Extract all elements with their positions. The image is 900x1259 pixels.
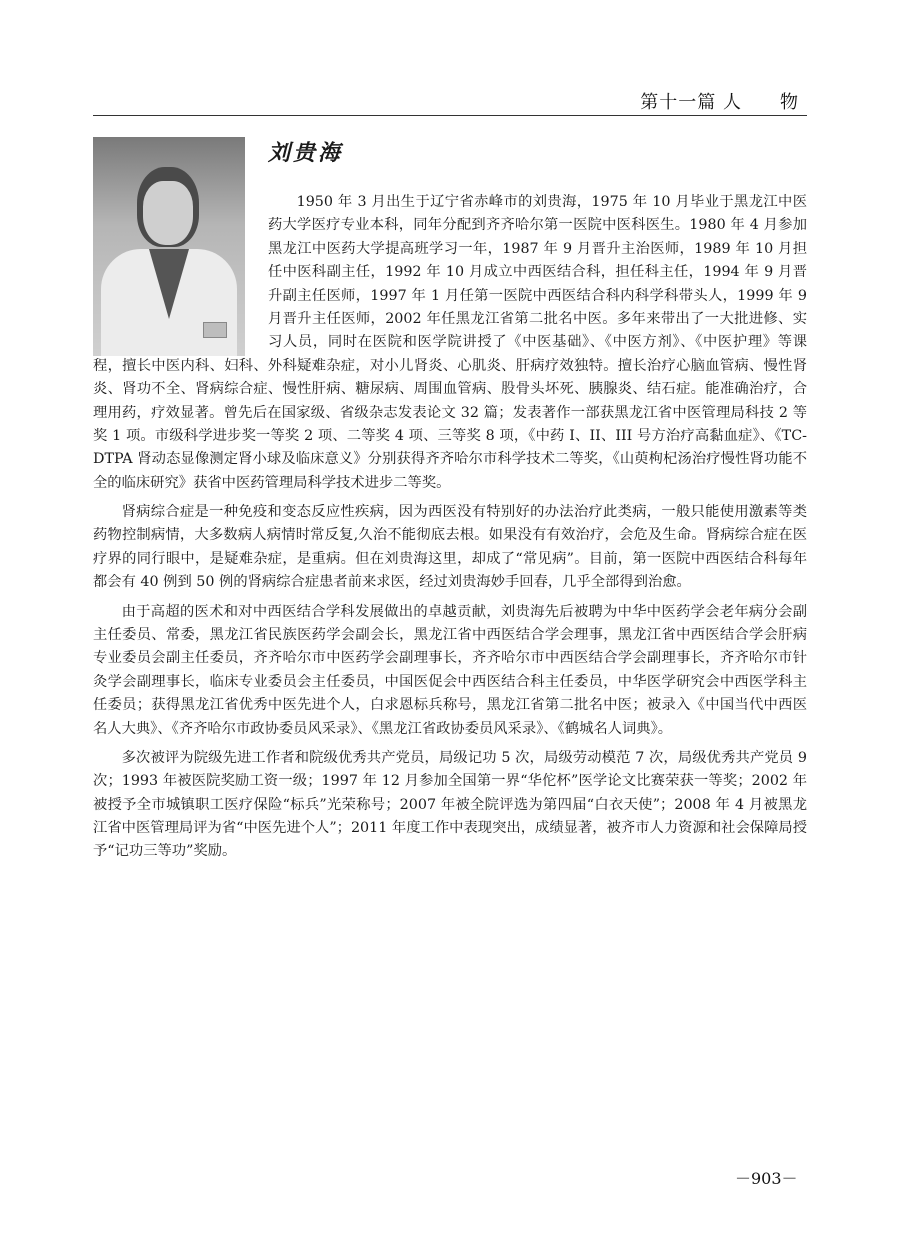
paragraph-nephrotic: 肾病综合症是一种免疫和变态反应性疾病，因为西医没有特别好的办法治疗此类病，一般只能使用激素等类药物控制病情，大多数病人病情时常反复,久治不能彻底去根。如果没有有效治疗，会危及生命。肾病综合症在医疗界的同行眼中，是疑难杂症，是重病。但在刘贵海这里，却成了“常见病”。目前，第一医院中西医结合科每年都会有 40 例到 50 例的肾病综合症患者前来求医，经过刘贵海妙手回春，几乎全部得到治愈。 — [93, 504, 807, 591]
page-number: －903－ — [735, 1169, 798, 1188]
biography-text — [93, 191, 807, 870]
person-name: 刘贵海 — [268, 140, 344, 166]
paragraph-honors: 多次被评为院级先进工作者和院级优秀共产党员，局级记功 5 次，局级劳动模范 7 次，局级优秀共产党员 9 次；1993 年被医院奖励工资一级；1997 年 12 月参加全国第一界“华佗杯”医学论文比赛荣获一等奖；2002 年被授予全市城镇职工医疗保险“标兵”光荣称号；2007 年被全院评选为第四届“白衣天使”；2008 年 4 月被黑龙江省中医管理局评为省“中医先进个人”；2011 年度工作中表现突出，成绩显著，被齐市人力资源和社会保障局授予“记功三等功”奖励。 — [93, 749, 807, 860]
header-rule — [93, 115, 807, 116]
running-header — [93, 86, 807, 116]
paragraph-positions: 由于高超的医术和对中西医结合学科发展做出的卓越贡献，刘贵海先后被聘为中华中医药学会老年病分会副主任委员、常委，黑龙江省民族医药学会副会长，黑龙江省中西医结合学会理事，黑龙江省中西医结合学会肝病专业委员会副主任委员，齐齐哈尔市中医药学会副理事长，齐齐哈尔市中西医结合学会副理事长，齐齐哈尔市针灸学会副理事长，临床专业委员会主任委员，中国医促会中西医结合科主任委员，中华医学研究会中西医学科主任委员；获得黑龙江省优秀中医先进个人，白求恩标兵称号，黑龙江省第二批名中医；被录入《中国当代中西医名人大典》、《齐齐哈尔市政协委员风采录》、《黑龙江省政协委员风采录》、《鹤城名人词典》。 — [93, 603, 807, 737]
section-title: 第十一篇 人 物 — [640, 92, 799, 113]
paragraph-career: 1950 年 3 月出生于辽宁省赤峰市的刘贵海，1975 年 10 月毕业于黑龙江中医药大学医疗专业本科，同年分配到齐齐哈尔第一医院中医科医生。1980 年 4 月参加黑龙江中医药大学提高班学习一年，1987 年 9 月晋升主治医师，1989 年 10 月担任中医科副主任，1992 年 10 月成立中西医结合科，担任科主任，1994 年 9 月晋升副主任医师，1997 年 1 月任第一医院中西医结合科内科学科带头人，1999 年 9 月晋升主任医师，2002 年任黑龙江省第二批名中医。多年来带出了一大批进修、实习人员，同时在医院和医学院讲授了《中医基础》、《中医方剂》、《中医护理》等课程，擅长中医内科、妇科、外科疑难杂症，对小儿肾炎、心肌炎、肝病疗效独特。擅长治疗心脑血管病、慢性肾炎、肾功不全、肾病综合症、慢性肝病、糖尿病、周围血管病、股骨头坏死、胰腺炎、结石症。能准确治疗，合理用药，疗效显著。曾先后在国家级、省级杂志发表论文 32 篇；发表著作一部获黑龙江省中医管理局科技 2 等奖 1 项。市级科学进步奖一等奖 2 项、二等奖 4 项、三等奖 8 项，《中药 I、II、III 号方治疗高黏血症》、《TC-DTPA 肾动态显像测定肾小球及临床意义》分别获得齐齐哈尔市科学技术二等奖，《山萸枸杞汤治疗慢性肾功能不全的临床研究》获省中医药管理局科学技术进步二等奖。 — [93, 194, 807, 491]
